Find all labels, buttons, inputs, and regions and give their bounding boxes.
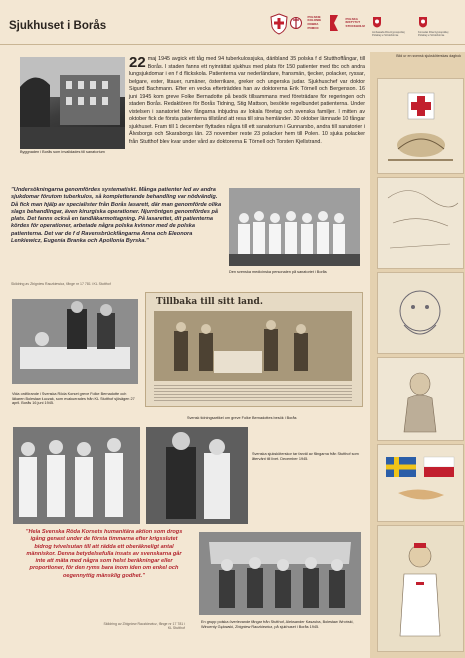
farewell-photo <box>146 427 248 524</box>
header-divider <box>0 44 465 45</box>
diary-page-figure <box>377 357 464 441</box>
newspaper-text-block <box>154 385 352 401</box>
staff-photo-caption: Den svenska medicinska personalen på sanatoriet i Borås <box>229 270 327 274</box>
pull-quote-1-source: Skildring av Zbigniew Raczkiewicz, fånge nr 17 781 i KL Stutthof <box>11 282 111 286</box>
nurses-photo <box>13 427 140 524</box>
diary-page-flags <box>377 444 464 522</box>
diary-page-portrait <box>377 525 464 652</box>
polish-eagle-crest-icon: Ambasada Rzeczypospolitej Polskiej w Sztokholmie <box>372 13 406 39</box>
polish-eagle-crest-icon-2: Konsulat Rzeczypospolitej Polskiej w Sztokholmie <box>418 13 452 39</box>
newspaper-headline: Tillbaka till sitt land. <box>156 297 263 307</box>
pull-quote-2-source: Skildring av Zbigniew Raczkiewicz, fånge nr 17 781 i KL Stutthof <box>103 622 185 631</box>
diary-page-drawing <box>377 272 464 354</box>
building-photo <box>20 57 125 149</box>
hospital-bed-photo-caption: Vida ordförande i Svenska Röda Korset greve Folke Bernadotte och läkaren Bolesław Łuczak, som evakuerades från KL Stutthof sjösägen 27 april. Borås 16 juni 1945. <box>12 392 135 406</box>
newspaper-clipping <box>145 292 363 407</box>
dropcap: 22 <box>129 54 146 71</box>
diary-page-red-cross <box>377 78 464 174</box>
group-photo-caption: En grupp polska överlevande fångar från Stutthof, Aleksander Kaszuba, Bolesław Wroński, Wincenty Gęłowski, Zbigniew Raczkiewicz, på sjukhuset i Borås 1945. <box>201 620 354 629</box>
main-text-top <box>129 56 365 147</box>
pull-quote-2: ”Hela Svenska Röda Korsets humanitära aktion som drogs igång genast under de första timmarna efter krigsslutet bidrog tvivelsutan till att rädda ett oberäkneligt antal människor. Denna betydelsefulla insats av svenskarna går inte att mäta med några som helst beräkningar eller proportioner, för den ryms bara inom iden om enkel och oegennyttig mänsklig godhet.” <box>25 529 183 579</box>
red-cross-emblem-icon <box>270 13 288 39</box>
pull-quote-1: ”Undersökningarna genomfördes systematiskt. Många patienter led av andra sjukdomar förutom tuberkulos, så kompletterande behandling var nödvändig. Då fick man hjälp av specialister från Borås lasarett, där man genomförde olika slags behandlingar, även kirurgiska operationer. Njurröntgen genomfördes på plats. Det fanns också en tandläkarmottagning. På lasarettet, dit patienterna kördes för operationer, arbetade några polska kvinnor med de polska patienterna. Det var de f d Ravensbrückfångarna Anna och Eleonora Lenkiewicz, Eugenia Branka och Apollonia Byrska.” <box>11 187 222 245</box>
hospital-bed-photo <box>12 299 138 384</box>
staff-photo <box>229 188 360 266</box>
group-photo <box>199 532 361 615</box>
polish-charity-logo: POLSKIE KOLONIE DOBRA POMOC <box>290 13 329 39</box>
newspaper-caption: Svensk tidningsartikel om greve Folke Bernadottes besök i Borås <box>187 416 297 420</box>
main-paragraph: maj 1945 avgick ett tåg med 94 tuberkulossjuka, däribland 35 polska f d Stutthoffångar, till Borås. I staden fanns ett nyinrättat sjukhus med plats för 150 patienter med tbc och andra lungsjukdomar i en f d flickskola. Patienterna var nederländare, fransmän, tjecker, polacker, ryssar, belgare, ester, litauer, rumäner, österrikare, greker och ungerska judar. Sjukhuschef var doktor Sigurd Bachmann. Efter en vecka efterträddes han av doktorerna Erik Törnell och Bergenson. 16 juni 1945 kom greve Folke Bernadotte på besök tillsammans med företrädare för regeringen och staden Borås. Redaktören för Borås Tidning, Stig Mattson, besökte regelbundet patienterna. Under vistelsen i sanatoriet blev fångarna inbjudna av lokala företag och svenska familjer. I mitten av oktober fick de första patienterna tillstånd att resa till sina hemländer. 30 oktober lämnade 10 fångar sjukhuset. Fram till 1 december flyttades några till ett sanatorium i Gunnarsbo, andra till sanatorier i Älvsborgs och Skaraborgs län. 23 november reste 23 polacker hem till Polen. 10 sjuka polacker från Stutthof blev kvar under vård av doktorerna E Törnell och Torsten Kjellstrand. <box>129 56 365 146</box>
nurses-photo-caption: Svenska sjuksköterskor tar farväl av fångarna från Stutthof som återvänt till livet. December 1945. <box>252 452 359 461</box>
building-photo-caption: Byggnaden i Borås som invalidades till sanatorium <box>20 150 105 154</box>
newspaper-photo <box>154 311 352 381</box>
page-title: Sjukhuset i Borås <box>9 20 107 32</box>
sidebar-caption: Bild ur en svensk sjuksköterskas dagbok <box>396 54 461 58</box>
diary-page-sketch <box>377 177 464 269</box>
polish-institute-logo: POLSKA INSTYTUT STOCKHOLM <box>328 13 363 39</box>
